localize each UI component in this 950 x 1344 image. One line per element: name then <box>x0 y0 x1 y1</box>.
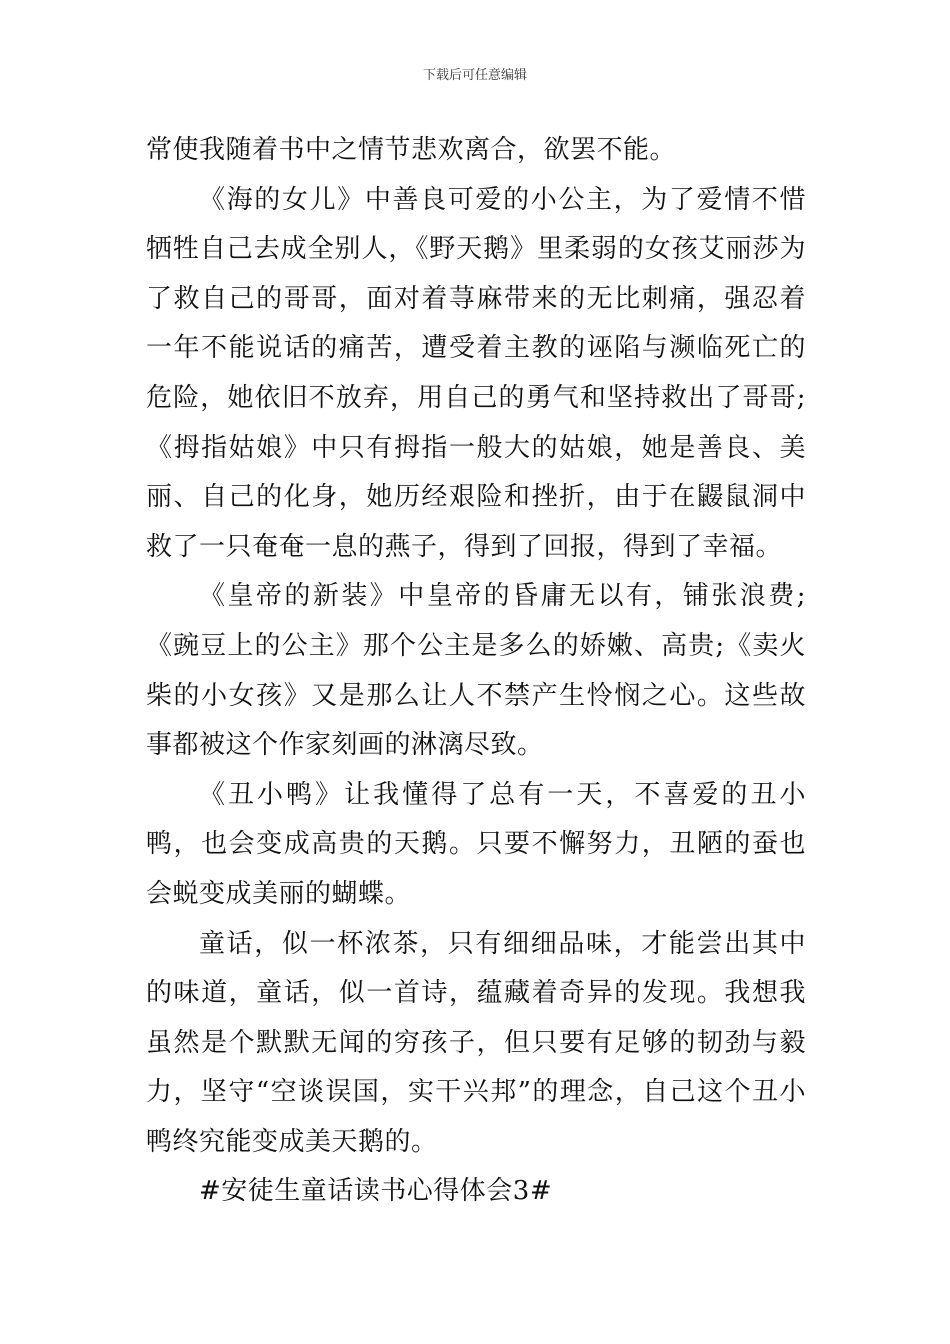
section-heading: #安徒生童话读书心得体会3# <box>199 1176 553 1207</box>
paragraph-continuation: 常使我随着书中之情节悲欢离合，欲罢不能。 <box>146 135 677 165</box>
paragraph-emperor-new-clothes: 《皇帝的新装》中皇帝的昏庸无以有，铺张浪费;《豌豆上的公主》那个公主是多么的娇嫩、高贵;《卖火柴的小女孩》又是那么让人不禁产生怜悯之心。这些故事都被这个作家刻画的淋漓尽致。 <box>146 581 806 761</box>
paragraph-little-mermaid: 《海的女儿》中善良可爱的小公主，为了爱情不惜牺牲自己去成全别人，《野天鹅》里柔弱的女孩艾丽莎为了救自己的哥哥，面对着荨麻带来的无比刺痛，强忍着一年不能说话的痛苦，遭受着主教的诬陷与濒临死亡的危险，她依旧不放弃，用自己的勇气和坚持救出了哥哥;《拇指姑娘》中只有拇指一般大的姑娘，她是善良、美丽、自己的化身，她历经艰险和挫折，由于在鼹鼠洞中救了一只奄奄一息的燕子，得到了回报，得到了幸福。 <box>146 184 806 562</box>
document-body <box>146 126 806 1217</box>
paragraph-fairy-tale-reflection: 童话，似一杯浓茶，只有细细品味，才能尝出其中的味道，童话，似一首诗，蕴藏着奇异的发现。我想我虽然是个默默无闻的穷孩子，但只要有足够的韧劲与毅力，坚守“空谈误国，实干兴邦”的理念，自己这个丑小鸭终究能变成美天鹅的。 <box>146 928 806 1157</box>
paragraph-ugly-duckling: 《丑小鸭》让我懂得了总有一天，不喜爱的丑小鸭，也会变成高贵的天鹅。只要不懈努力，丑陋的蚕也会蜕变成美丽的蝴蝶。 <box>146 779 806 909</box>
page-header: 下载后可任意编辑 <box>422 68 527 83</box>
